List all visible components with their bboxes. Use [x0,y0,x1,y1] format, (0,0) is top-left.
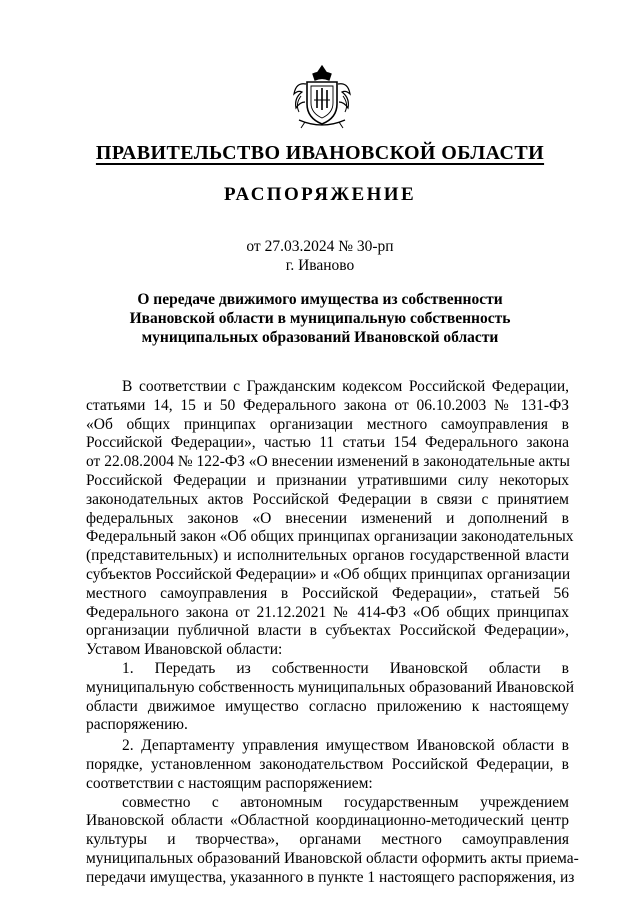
body-line: субъектов Российской Федерации» и «Об общих принципах организации [86,565,571,583]
document-body [86,378,579,888]
place: г. Иваново [285,257,355,274]
coat-of-arms-emblem [287,62,357,132]
subject-line: муниципальных образований Ивановской области [141,328,499,346]
item-1-line: муниципальную собственность муниципальных образований Ивановской [86,678,575,696]
date-number: от 27.03.2024 № 30-рп [246,238,394,255]
item-1-line: распоряжению. [86,716,188,734]
document-type-heading: РАСПОРЯЖЕНИЕ [223,184,417,205]
item-2-line: соответствии с настоящим распоряжением: [86,774,373,792]
body-line: от 22.08.2004 № 122-ФЗ «О внесении изменений в законодательные акты [86,453,570,471]
government-title: ПРАВИТЕЛЬСТВО ИВАНОВСКОЙ ОБЛАСТИ [95,142,545,164]
body-line: Уставом Ивановской области: [86,641,283,659]
body-line: Российской Федерации», частью 11 статьи 154 Федерального закона [86,434,569,452]
body-line: федеральных законов «О внесении изменений и дополнений в [86,509,569,527]
body-line: В соответствии с Гражданским кодексом Российской Федерации, [122,378,569,395]
item-1-line: 1. Передать из собственности Ивановской области в [122,659,569,677]
body-line: местного самоуправления в Российской Федерации», статьей 56 [86,584,569,602]
subitem-line: культуры и творчества», органами местного самоуправления [86,831,569,849]
subject-line: О передаче движимого имущества из собственности [137,291,503,308]
body-line: Федеральный закон «Об общих принципах организации законодательных [86,528,574,546]
document-subject [120,291,520,347]
body-line: Федерального закона от 21.12.2021 № 414-ФЗ «Об общих принципах [86,603,569,621]
item-2-line: порядке, установленном законодательством Российской Федерации, в [86,755,569,773]
body-line: организации публичной власти в субъектах Российской Федерации», [86,622,569,640]
subject-line: Ивановской области в муниципальную собственность [129,309,511,327]
subitem-line: совместно с автономным государственным учреждением [122,793,569,811]
subitem-line: Ивановской области «Областной координационно-методический центр [86,812,569,830]
subitem-line: муниципальных образований Ивановской области оформить акты приема- [86,849,579,867]
body-line: «Об общих принципах организации местного самоуправления в [86,415,569,433]
subitem-line: передачи имущества, указанного в пункте 1 настоящего распоряжения, из [86,868,575,886]
item-2-line: 2. Департаменту управления имуществом Ивановской области в [122,737,569,755]
body-line: Российской Федерации и признании утратившими силу некоторых [86,471,569,489]
item-1-line: области движимое имущество согласно приложению к настоящему [86,697,569,715]
body-line: законодательных актов Российской Федерации в связи с принятием [86,490,569,508]
body-line: (представительных) и исполнительных органов государственной власти [86,547,569,565]
body-line: статьями 14, 15 и 50 Федерального закона от 06.10.2003 № 131-ФЗ [86,396,569,414]
